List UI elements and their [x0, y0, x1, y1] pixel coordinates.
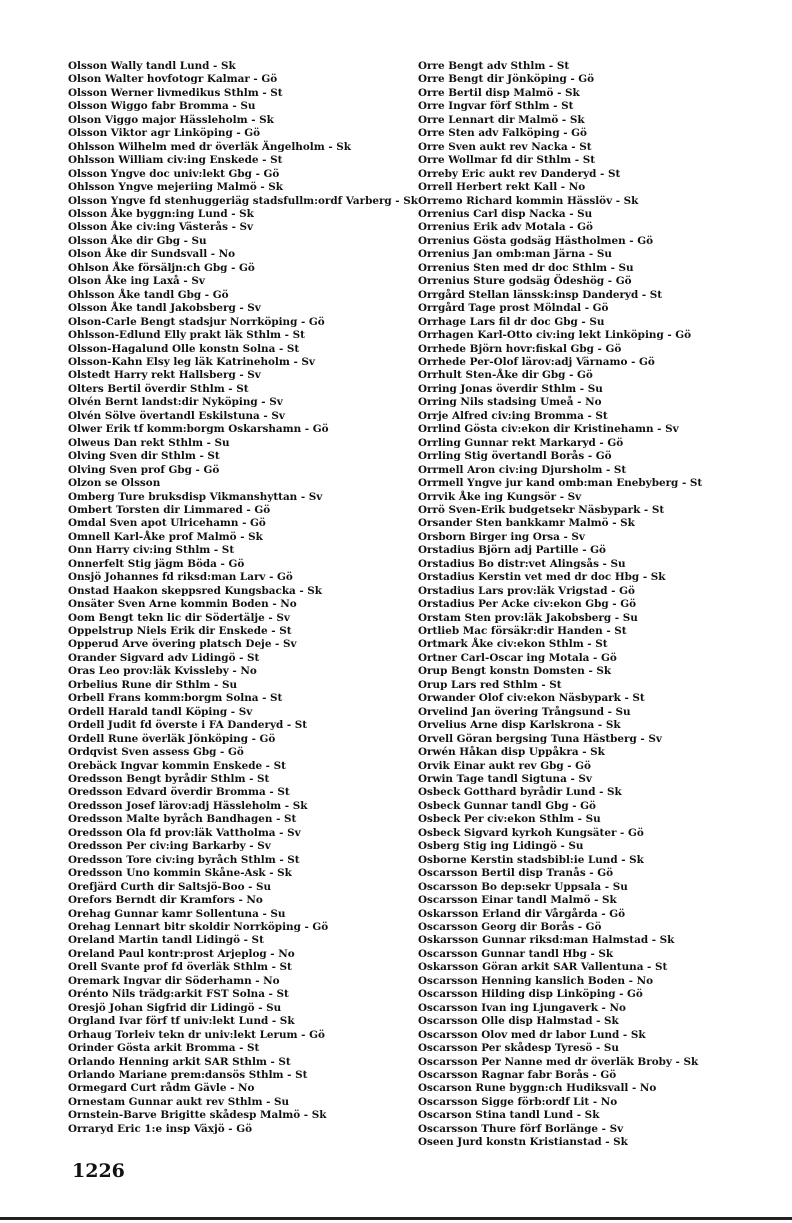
directory-entry: Oredsson Per civ:ing Barkarby - Sv — [68, 840, 271, 853]
directory-entry: Olson Viggo major Hässleholm - Sk — [68, 113, 274, 126]
directory-entry: Orbelius Rune dir Sthlm - Su — [68, 678, 237, 691]
directory-entry: Orinder Gösta arkit Bromma - St — [68, 1042, 260, 1055]
directory-entry: Orvik Einar aukt rev Gbg - Gö — [418, 759, 591, 772]
directory-entry: Ortlieb Mac försäkr:dir Handen - St — [418, 625, 627, 638]
directory-entry: Orre Sven aukt rev Nacka - St — [418, 140, 592, 153]
directory-entry: Ormegard Curt rådm Gävle - No — [68, 1082, 255, 1095]
directory-entry: Olsson Viktor agr Linköping - Gö — [68, 127, 261, 140]
directory-entry: Oscarsson Ragnar fabr Borås - Gö — [418, 1068, 617, 1081]
directory-entry: Oscarsson Olov med dr labor Lund - Sk — [418, 1028, 646, 1041]
directory-entry: Oremark Ingvar dir Söderhamn - No — [68, 974, 280, 987]
directory-entry: Orreby Eric aukt rev Danderyd - St — [418, 167, 621, 180]
directory-entry: Olson Åke dir Sundsvall - No — [68, 248, 236, 261]
directory-entry: Oppelstrup Niels Erik dir Enskede - St — [68, 625, 292, 638]
directory-entry: Orup Lars red Sthlm - St — [418, 678, 562, 691]
directory-entry: Orrhede Björn hovr:fiskal Gbg - Gö — [418, 342, 622, 355]
directory-entry: Ohlsson Åke tandl Gbg - Gö — [68, 288, 229, 301]
directory-entry: Orre Bengt adv Sthlm - St — [418, 60, 570, 72]
directory-entry: Orrenius Sture godsäg Ödeshög - Gö — [418, 275, 632, 288]
directory-entry: Orlando Mariane prem:dansös Sthlm - St — [68, 1068, 308, 1081]
directory-entry: Olstedt Harry rekt Hallsberg - Sv — [68, 369, 261, 382]
directory-entry: Ombert Torsten dir Limmared - Gö — [68, 503, 271, 516]
directory-entry: Orrhede Per-Olof lärov:adj Värnamo - Gö — [418, 355, 655, 368]
directory-entry: Ordell Rune överläk Jönköping - Gö — [68, 732, 276, 745]
directory-entry: Onsäter Sven Arne kommin Boden - No — [68, 598, 297, 611]
directory-entry: Ohlsson-Edlund Elly prakt läk Sthlm - St — [68, 329, 305, 342]
directory-entry: Ortner Carl-Oscar ing Motala - Gö — [418, 651, 617, 664]
directory-entry: Oscarsson Ivan ing Ljungaverk - No — [418, 1001, 626, 1014]
directory-entry: Ordqvist Sven assess Gbg - Gö — [68, 746, 244, 759]
directory-entry: Oseen Jurd konstn Kristianstad - Sk — [418, 1136, 628, 1149]
directory-entry: Onstad Haakon skeppsred Kungsbacka - Sk — [68, 584, 322, 597]
directory-entry: Orstadius Bo distr:vet Alingsås - Su — [418, 557, 626, 570]
directory-entry: Orrenius Erik adv Motala - Gö — [418, 221, 593, 234]
directory-entry: Olving Sven dir Sthlm - St — [68, 450, 220, 463]
directory-entry: Ohlson Åke försäljn:ch Gbg - Gö — [68, 261, 255, 274]
directory-entry: Olsson-Kahn Elsy leg läk Katrineholm - Sv — [68, 355, 315, 368]
directory-entry: Onn Harry civ:ing Sthlm - St — [68, 544, 235, 557]
directory-entry: Orrhult Sten-Åke dir Gbg - Gö — [418, 369, 593, 382]
directory-entry: Orrhage Lars fil dr doc Gbg - Su — [418, 315, 605, 328]
directory-entry: Orgland Ivar förf tf univ:lekt Lund - Sk — [68, 1015, 295, 1028]
left-column — [68, 60, 418, 1136]
directory-entry: Orlando Henning arkit SAR Sthlm - St — [68, 1055, 291, 1068]
directory-entry: Oredsson Edvard överdir Bromma - St — [68, 786, 290, 799]
directory-entry: Orre Sten adv Falköping - Gö — [418, 127, 587, 140]
directory-entry: Orrling Gunnar rekt Markaryd - Gö — [418, 436, 624, 449]
directory-entry: Onnerfelt Stig jägm Böda - Gö — [68, 557, 245, 570]
directory-entry: Onsjö Johannes fd riksd:man Larv - Gö — [68, 571, 293, 584]
directory-entry: Orstadius Kerstin vet med dr doc Hbg - Sk — [418, 571, 666, 584]
directory-entry: Oscarsson Bo dep:sekr Uppsala - Su — [418, 880, 628, 893]
directory-entry: Orrenius Sten med dr doc Sthlm - Su — [418, 261, 634, 274]
directory-entry: Orrling Stig övertandl Borås - Gö — [418, 450, 612, 463]
directory-entry: Oreland Paul kontr:prost Arjeplog - No — [68, 947, 295, 960]
directory-entry: Orefjärd Curth dir Saltsjö-Boo - Su — [68, 880, 272, 893]
directory-entry: Oredsson Josef lärov:adj Hässleholm - Sk — [68, 799, 308, 812]
directory-entry: Orvell Göran bergsing Tuna Hästberg - Sv — [418, 732, 662, 745]
directory-entry: Olters Bertil överdir Sthlm - St — [68, 382, 249, 395]
directory-entry: Orre Bertil disp Malmö - Sk — [418, 86, 580, 99]
directory-entry: Orrell Herbert rekt Kall - No — [418, 181, 586, 194]
directory-entry: Oredsson Bengt byrådir Sthlm - St — [68, 773, 270, 786]
directory-entry: Olson Walter hovfotogr Kalmar - Gö — [68, 73, 278, 86]
directory-entry: Oscarsson Hilding disp Linköping - Gö — [418, 988, 643, 1001]
directory-entry: Orrgård Stellan länssk:insp Danderyd - St — [418, 288, 663, 301]
directory-entry: Orstadius Per Acke civ:ekon Gbg - Gö — [418, 598, 637, 611]
directory-entry: Osberg Stig ing Lidingö - Su — [418, 840, 584, 853]
directory-entry: Oscarsson Gunnar tandl Hbg - Sk — [418, 947, 614, 960]
directory-entry: Oscarsson Sigge förb:ordf Lit - No — [418, 1095, 618, 1108]
directory-entry: Ordell Judit fd överste i FA Danderyd - St — [68, 719, 308, 732]
bottom-rule — [0, 1217, 792, 1220]
directory-entry: Olsson Wally tandl Lund - Sk — [68, 60, 236, 72]
directory-entry: Orre Wollmar fd dir Sthlm - St — [418, 154, 596, 167]
directory-entry: Olsson Åke tandl Jakobsberg - Sv — [68, 302, 261, 315]
directory-entry: Ohlsson William civ:ing Enskede - St — [68, 154, 283, 167]
directory-entry: Orstam Sten prov:läk Jakobsberg - Su — [418, 611, 638, 624]
directory-entry: Osbeck Per civ:ekon Sthlm - Su — [418, 813, 601, 826]
directory-entry: Olson Åke ing Laxå - Sv — [68, 275, 205, 288]
directory-entry: Olvén Sölve övertandl Eskilstuna - Sv — [68, 409, 285, 422]
right-column — [418, 60, 763, 1150]
directory-entry: Orrmell Aron civ:ing Djursholm - St — [418, 463, 627, 476]
directory-entry: Orell Svante prof fd överläk Sthlm - St — [68, 961, 292, 974]
directory-entry: Orwin Tage tandl Sigtuna - Sv — [418, 773, 592, 786]
directory-entry: Orbell Frans komm:borgm Solna - St — [68, 692, 283, 705]
directory-entry: Oredsson Ola fd prov:läk Vattholma - Sv — [68, 826, 301, 839]
directory-entry: Oscarsson Per skådesp Tyresö - Su — [418, 1042, 619, 1055]
directory-entry: Oredsson Uno kommin Skåne-Ask - Sk — [68, 867, 292, 880]
directory-entry: Omberg Ture bruksdisp Vikmanshyttan - Sv — [68, 490, 323, 503]
directory-entry: Oscarsson Bertil disp Tranås - Gö — [418, 867, 614, 880]
directory-entry: Orehag Gunnar kamr Sollentuna - Su — [68, 907, 286, 920]
directory-entry: Orstadius Lars prov:läk Vrigstad - Gö — [418, 584, 635, 597]
directory-entry: Orrö Sven-Erik budgetsekr Näsbypark - St — [418, 503, 665, 516]
directory-entry: Olsson Åke civ:ing Västerås - Sv — [68, 221, 254, 234]
directory-entry: Oresjö Johan Sigfrid dir Lidingö - Su — [68, 1001, 282, 1014]
directory-entry: Orsborn Birger ing Orsa - Sv — [418, 530, 585, 543]
directory-entry: Oras Leo prov:läk Kvissleby - No — [68, 665, 257, 678]
directory-entry: Olvén Bernt landst:dir Nyköping - Sv — [68, 396, 283, 409]
directory-entry: Olzon se Olsson — [68, 477, 161, 490]
directory-entry: Orrenius Jan omb:man Järna - Su — [418, 248, 612, 261]
directory-entry: Ornstein-Barve Brigitte skådesp Malmö - Sk — [68, 1109, 327, 1122]
directory-entry: Orrhagen Karl-Otto civ:ing lekt Linköping - Gö — [418, 329, 692, 342]
directory-entry: Orvelind Jan övering Trångsund - Su — [418, 705, 631, 718]
directory-entry: Omdal Sven apot Ulricehamn - Gö — [68, 517, 266, 530]
directory-entry: Orrenius Carl disp Nacka - Su — [418, 207, 593, 220]
directory-entry: Olving Sven prof Gbg - Gö — [68, 463, 220, 476]
directory-entry: Osbeck Gunnar tandl Gbg - Gö — [418, 799, 596, 812]
directory-entry: Olsson Yngve doc univ:lekt Gbg - Gö — [68, 167, 280, 180]
directory-entry: Orebäck Ingvar kommin Enskede - St — [68, 759, 286, 772]
directory-entry: Orring Nils stadsing Umeå - No — [418, 396, 602, 409]
directory-entry: Olsson Åke dir Gbg - Su — [68, 234, 207, 247]
directory-entry: Orehag Lennart bitr skoldir Norrköping - Gö — [68, 921, 329, 933]
directory-entry: Orrgård Tage prost Mölndal - Gö — [418, 302, 609, 315]
directory-entry: Oscarson Rune byggn:ch Hudiksvall - No — [418, 1082, 657, 1095]
directory-entry: Opperud Arve övering platsch Deje - Sv — [68, 638, 297, 651]
directory-entry: Orefors Berndt dir Kramfors - No — [68, 894, 263, 907]
directory-entry: Osbeck Sigvard kyrkoh Kungsäter - Gö — [418, 826, 644, 839]
directory-entry: Orwander Olof civ:ekon Näsbypark - St — [418, 692, 645, 705]
directory-entry: Oskarsson Erland dir Vårgårda - Gö — [418, 907, 626, 920]
directory-entry: Oscarsson Henning kanslich Boden - No — [418, 974, 654, 987]
directory-entry: Orénto Nils trädg:arkit FST Solna - St — [68, 988, 289, 1001]
directory-entry: Oredsson Tore civ:ing byråch Sthlm - St — [68, 853, 300, 866]
directory-entry: Ohlsson Yngve mejeriing Malmö - Sk — [68, 181, 283, 194]
directory-entry: Oscarsson Georg dir Borås - Gö — [418, 921, 602, 933]
directory-entry: Orvelius Arne disp Karlskrona - Sk — [418, 719, 621, 732]
directory-entry: Olsson Åke byggn:ing Lund - Sk — [68, 207, 254, 220]
directory-entry: Oscarsson Per Nanne med dr överläk Broby - Sk — [418, 1055, 699, 1068]
directory-entry: Orwén Håkan disp Uppåkra - Sk — [418, 746, 605, 759]
directory-entry: Oredsson Malte byråch Bandhagen - St — [68, 813, 297, 826]
directory-entry: Orup Bengt konstn Domsten - Sk — [418, 665, 612, 678]
directory-entry: Orre Lennart dir Malmö - Sk — [418, 113, 585, 126]
directory-entry: Orrmell Yngve jur kand omb:man Enebyberg - St — [418, 477, 703, 490]
directory-entry: Osborne Kerstin stadsbibl:ie Lund - Sk — [418, 853, 644, 866]
directory-entry: Oskarsson Göran arkit SAR Vallentuna - St — [418, 961, 668, 974]
directory-entry: Omnell Karl-Åke prof Malmö - Sk — [68, 530, 263, 543]
directory-entry: Oscarson Stina tandl Lund - Sk — [418, 1109, 600, 1122]
directory-entry: Orstadius Björn adj Partille - Gö — [418, 544, 606, 557]
directory-entry: Olwer Erik tf komm:borgm Oskarshamn - Gö — [68, 423, 329, 436]
directory-entry: Oom Bengt tekn lic dir Södertälje - Sv — [68, 611, 290, 624]
directory-entry: Orrlind Gösta civ:ekon dir Kristinehamn - Sv — [418, 423, 679, 436]
page-number: 1226 — [72, 1160, 125, 1182]
directory-entry: Oreland Martin tandl Lidingö - St — [68, 934, 264, 947]
directory-entry: Orhaug Torleiv tekn dr univ:lekt Lerum - Gö — [68, 1028, 325, 1041]
directory-entry: Orraryd Eric 1:e insp Växjö - Gö — [68, 1122, 253, 1135]
directory-entry: Olsson Werner livmedikus Sthlm - St — [68, 86, 283, 99]
directory-entry: Ordell Harald tandl Köping - Sv — [68, 705, 253, 718]
directory-entry: Orre Ingvar förf Sthlm - St — [418, 100, 574, 113]
directory-entry: Osbeck Gotthard byrådir Lund - Sk — [418, 786, 622, 799]
directory-entry: Oscarsson Thure förf Borlänge - Sv — [418, 1122, 624, 1135]
directory-entry: Ohlsson Wilhelm med dr överläk Ängelholm - Sk — [68, 140, 351, 153]
directory-entry: Olsson Wiggo fabr Bromma - Su — [68, 100, 256, 113]
directory-entry: Olsson-Hagalund Olle konstn Solna - St — [68, 342, 300, 355]
directory-entry: Orrenius Gösta godsäg Hästholmen - Gö — [418, 234, 654, 247]
directory-entry: Olweus Dan rekt Sthlm - Su — [68, 436, 230, 449]
directory-entry: Orring Jonas överdir Sthlm - Su — [418, 382, 603, 395]
directory-entry: Oscarsson Einar tandl Malmö - Sk — [418, 894, 617, 907]
directory-entry: Orander Sigvard adv Lidingö - St — [68, 651, 260, 664]
directory-entry: Orremo Richard kommin Hässlöv - Sk — [418, 194, 639, 207]
directory-entry: Orrvik Åke ing Kungsör - Sv — [418, 490, 582, 503]
directory-entry: Oscarsson Olle disp Halmstad - Sk — [418, 1015, 619, 1028]
directory-entry: Olsson Yngve fd stenhuggeriäg stadsfullm:ordf Varberg - Sk — [68, 194, 418, 207]
directory-entry: Olson-Carle Bengt stadsjur Norrköping - Gö — [68, 315, 325, 328]
directory-entry: Orrje Alfred civ:ing Bromma - St — [418, 409, 608, 422]
directory-entry: Ortmark Åke civ:ekon Sthlm - St — [418, 638, 608, 651]
directory-entry: Oskarsson Gunnar riksd:man Halmstad - Sk — [418, 934, 675, 947]
directory-entry: Orre Bengt dir Jönköping - Gö — [418, 73, 595, 86]
directory-entry: Orsander Sten bankkamr Malmö - Sk — [418, 517, 635, 530]
directory-entry: Ornestam Gunnar aukt rev Sthlm - Su — [68, 1095, 290, 1108]
